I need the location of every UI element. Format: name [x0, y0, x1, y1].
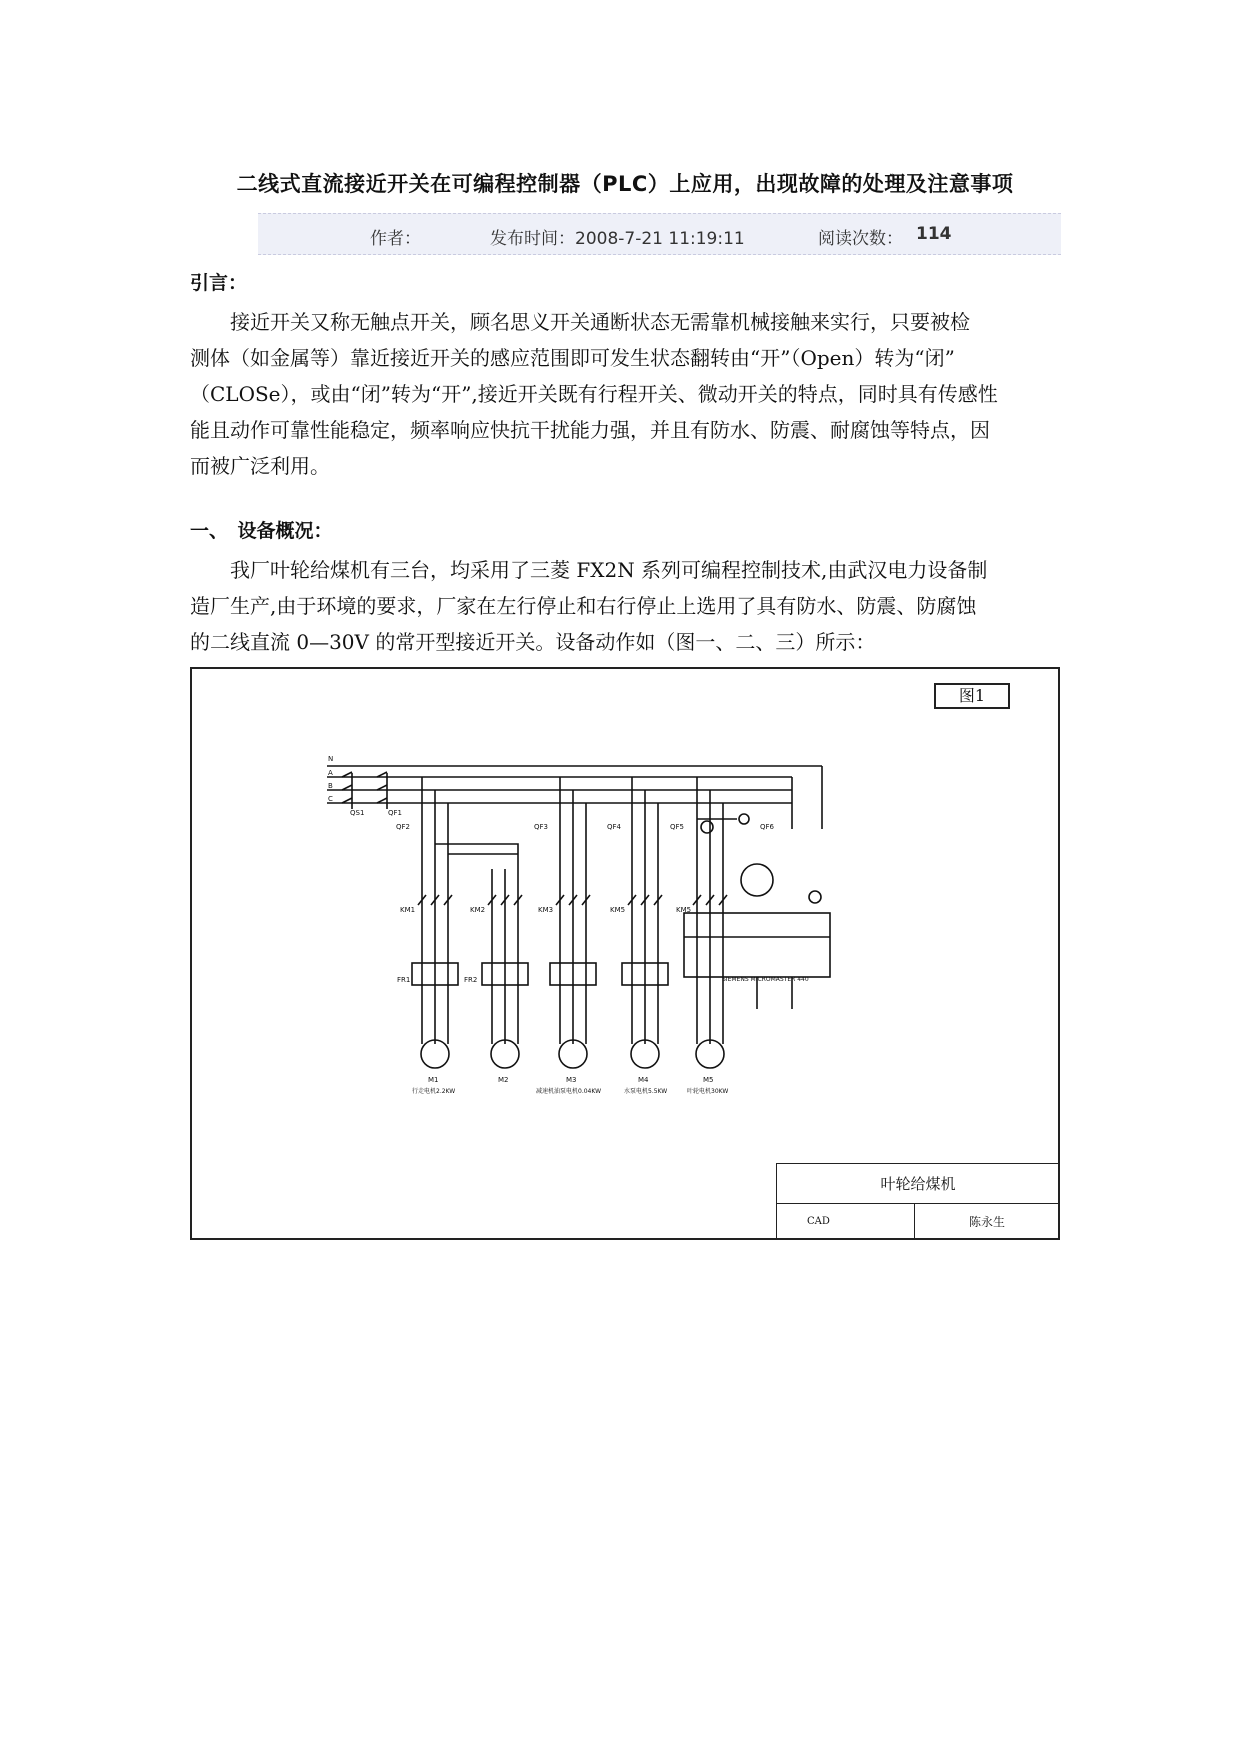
reads-count: 114: [916, 224, 952, 244]
contactor-label: KM3: [538, 906, 554, 914]
breaker-label: QS1: [350, 809, 365, 817]
contactor-label: KM1: [400, 906, 416, 914]
inverter-label: SIEMENS MICROMASTER 440: [722, 976, 809, 983]
section1-line: 造厂生产,由于环境的要求，厂家在左行停止和右行停止上选用了具有防水、防震、防腐蚀: [190, 594, 977, 618]
publish-time: 发布时间：2008-7-21 11:19:11: [490, 229, 745, 249]
intro-line: 能且动作可靠性能稳定，频率响应快抗干扰能力强，并且有防水、防震、耐腐蚀等特点，因: [190, 418, 990, 442]
intro-line: 而被广泛利用。: [190, 454, 330, 478]
motor-caption: 叶轮电机30KW: [687, 1088, 729, 1095]
section1-line: 我厂叶轮给煤机有三台，均采用了三菱 FX2N 系列可编程控制技术,由武汉电力设备制: [190, 558, 988, 582]
breaker-label: QF1: [388, 809, 402, 817]
contactor-label: KM5: [610, 906, 626, 914]
circuit-diagram-figure: [190, 667, 1060, 1240]
article-meta-bar: [258, 213, 1061, 255]
title-block-cad: CAD: [776, 1203, 914, 1239]
intro-line: （CLOSe），或由“闭”转为“开”,接近开关既有行程开关、微动开关的特点，同时具有传感性: [190, 382, 998, 406]
intro-line: 接近开关又称无触点开关，顾名思义开关通断状态无需靠机械接触来实行，只要被检: [190, 310, 970, 334]
title-block-author: 陈永生: [914, 1203, 1059, 1240]
section1-heading: 一、 设备概况：: [190, 520, 333, 542]
bus-label: C: [328, 795, 333, 803]
relay-label: FR1: [397, 976, 411, 984]
motor-symbols: [421, 1040, 724, 1068]
document-title: 二线式直流接近开关在可编程控制器（PLC）上应用，出现故障的处理及注意事项: [236, 172, 1014, 196]
motor-id: M3: [566, 1076, 577, 1084]
inverter-box: [684, 913, 830, 977]
breaker-label: QF2: [396, 823, 410, 831]
figure-label: 图1: [934, 683, 1010, 709]
reads-label: 阅读次数：: [818, 229, 903, 249]
bus-label: B: [328, 782, 333, 790]
intro-line: 测体（如金属等）靠近接近开关的感应范围即可发生状态翻转由“开”（Open）转为“闭”: [190, 346, 955, 370]
bus-label: A: [328, 769, 333, 777]
motor-caption: 行走电机2.2KW: [412, 1088, 456, 1095]
motor-id: M4: [638, 1076, 649, 1084]
relay-label: FR2: [464, 976, 478, 984]
thermal-relays: [412, 963, 668, 985]
author-label: 作者：: [370, 229, 421, 249]
section1-line: 的二线直流 0—30V 的常开型接近开关。设备动作如（图一、二、三）所示：: [190, 630, 876, 654]
motor-id: M5: [703, 1076, 714, 1084]
contactor-label: KM5: [676, 906, 692, 914]
breaker-label: QF5: [670, 823, 684, 831]
motor-caption: 水泵电机5.5KW: [624, 1088, 668, 1095]
motor-caption: 减速机油泵电机0.04KW: [536, 1088, 602, 1095]
contactor-label: KM2: [470, 906, 486, 914]
circuit-diagram: [192, 669, 1058, 1238]
breaker-label: QF4: [607, 823, 621, 831]
motor-id: M2: [498, 1076, 509, 1084]
title-block-name: 叶轮给煤机: [776, 1163, 1059, 1204]
intro-heading: 引言：: [190, 272, 248, 294]
bus-label: N: [328, 755, 334, 763]
breaker-label: QF3: [534, 823, 548, 831]
breaker-label: QF6: [760, 823, 774, 831]
motor-id: M1: [428, 1076, 439, 1084]
